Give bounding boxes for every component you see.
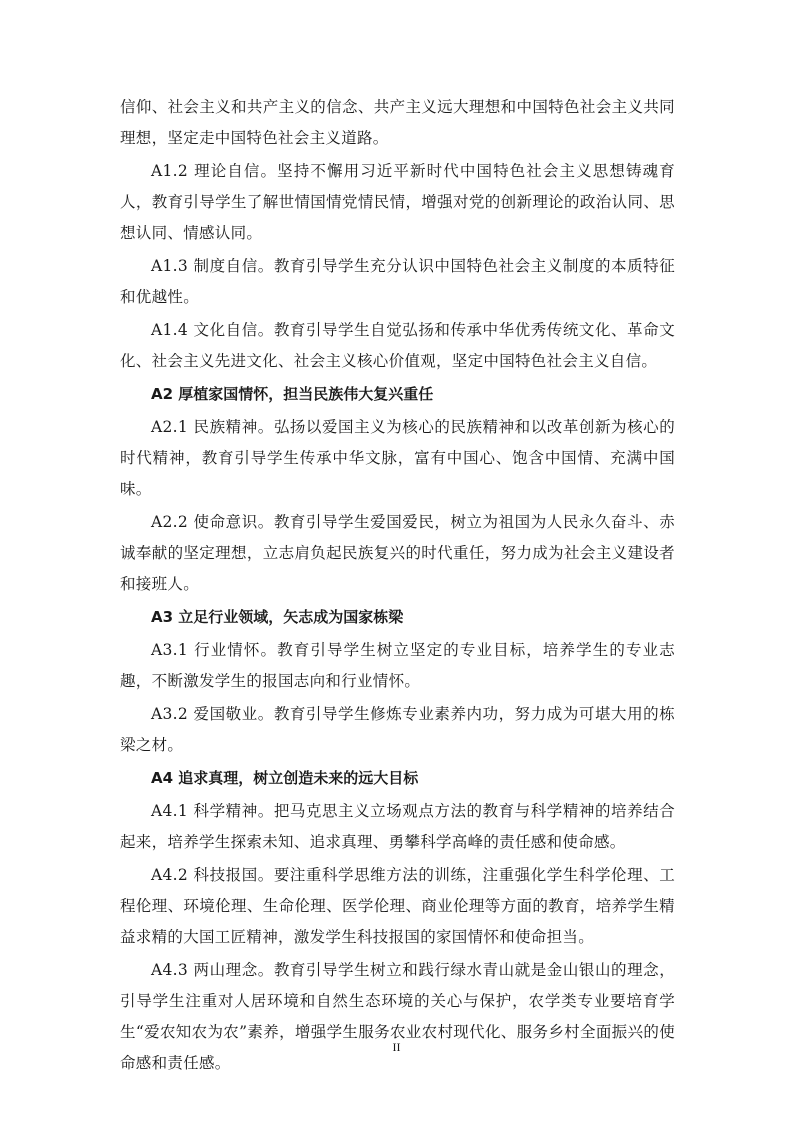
paragraph-a3-1: A3.1 行业情怀。教育引导学生树立坚定的专业目标，培养学生的专业志趣，不断激发学生的报国志向和行业情怀。 bbox=[120, 641, 675, 690]
paragraph-a2-1: A2.1 民族精神。弘扬以爱国主义为核心的民族精神和以改革创新为核心的时代精神，教育引导学生传承中华文脉，富有中国心、饱含中国情、充满中国味。 bbox=[120, 418, 675, 498]
paragraph-a1-3: A1.3 制度自信。教育引导学生充分认识中国特色社会主义制度的本质特征和优越性。 bbox=[120, 257, 675, 306]
section-heading-a2: A2 厚植家国情怀，担当民族伟大复兴重任 bbox=[151, 385, 434, 403]
paragraph-a4-1: A4.1 科学精神。把马克思主义立场观点方法的教育与科学精神的培养结合起来，培养学生探索未知、追求真理、勇攀科学高峰的责任感和使命感。 bbox=[120, 802, 675, 851]
paragraph-a3-2: A3.2 爱国敬业。教育引导学生修炼专业素养内功，努力成为可堪大用的栋梁之材。 bbox=[120, 705, 675, 754]
paragraph-a1-2: A1.2 理论自信。坚持不懈用习近平新时代中国特色社会主义思想铸魂育人，教育引导学生了解世情国情党情民情，增强对党的创新理论的政治认同、思想认同、情感认同。 bbox=[120, 162, 675, 242]
paragraph-a4-3: A4.3 两山理念。教育引导学生树立和践行绿水青山就是金山银山的理念，引导学生注重对人居环境和自然生态环境的关心与保护，农学类专业要培育学生“爱农知农为农”素养，增强学生服务农业农村现代化、服务乡村全面振兴的使命感和责任感。 bbox=[120, 961, 675, 1072]
section-heading-a3: A3 立足行业领域，矢志成为国家栋梁 bbox=[151, 608, 404, 626]
paragraph-a2-2: A2.2 使命意识。教育引导学生爱国爱民，树立为祖国为人民永久奋斗、赤诚奉献的坚定理想，立志肩负起民族复兴的时代重任，努力成为社会主义建设者和接班人。 bbox=[120, 513, 675, 593]
paragraph-a4-2: A4.2 科技报国。要注重科学思维方法的训练，注重强化学生科学伦理、工程伦理、环境伦理、生命伦理、医学伦理、商业伦理等方面的教育，培养学生精益求精的大国工匠精神，激发学生科技报国的家国情怀和使命担当。 bbox=[120, 866, 675, 946]
document-body bbox=[120, 92, 675, 1081]
paragraph-a1-4: A1.4 文化自信。教育引导学生自觉弘扬和传承中华优秀传统文化、革命文化、社会主义先进文化、社会主义核心价值观，坚定中国特色社会主义自信。 bbox=[120, 321, 675, 370]
page-number: II bbox=[392, 1040, 401, 1054]
section-heading-a4: A4 追求真理，树立创造未来的远大目标 bbox=[151, 769, 419, 787]
paragraph-continuation: 信仰、社会主义和共产主义的信念、共产主义远大理想和中国特色社会主义共同理想，坚定走中国特色社会主义道路。 bbox=[120, 98, 675, 147]
